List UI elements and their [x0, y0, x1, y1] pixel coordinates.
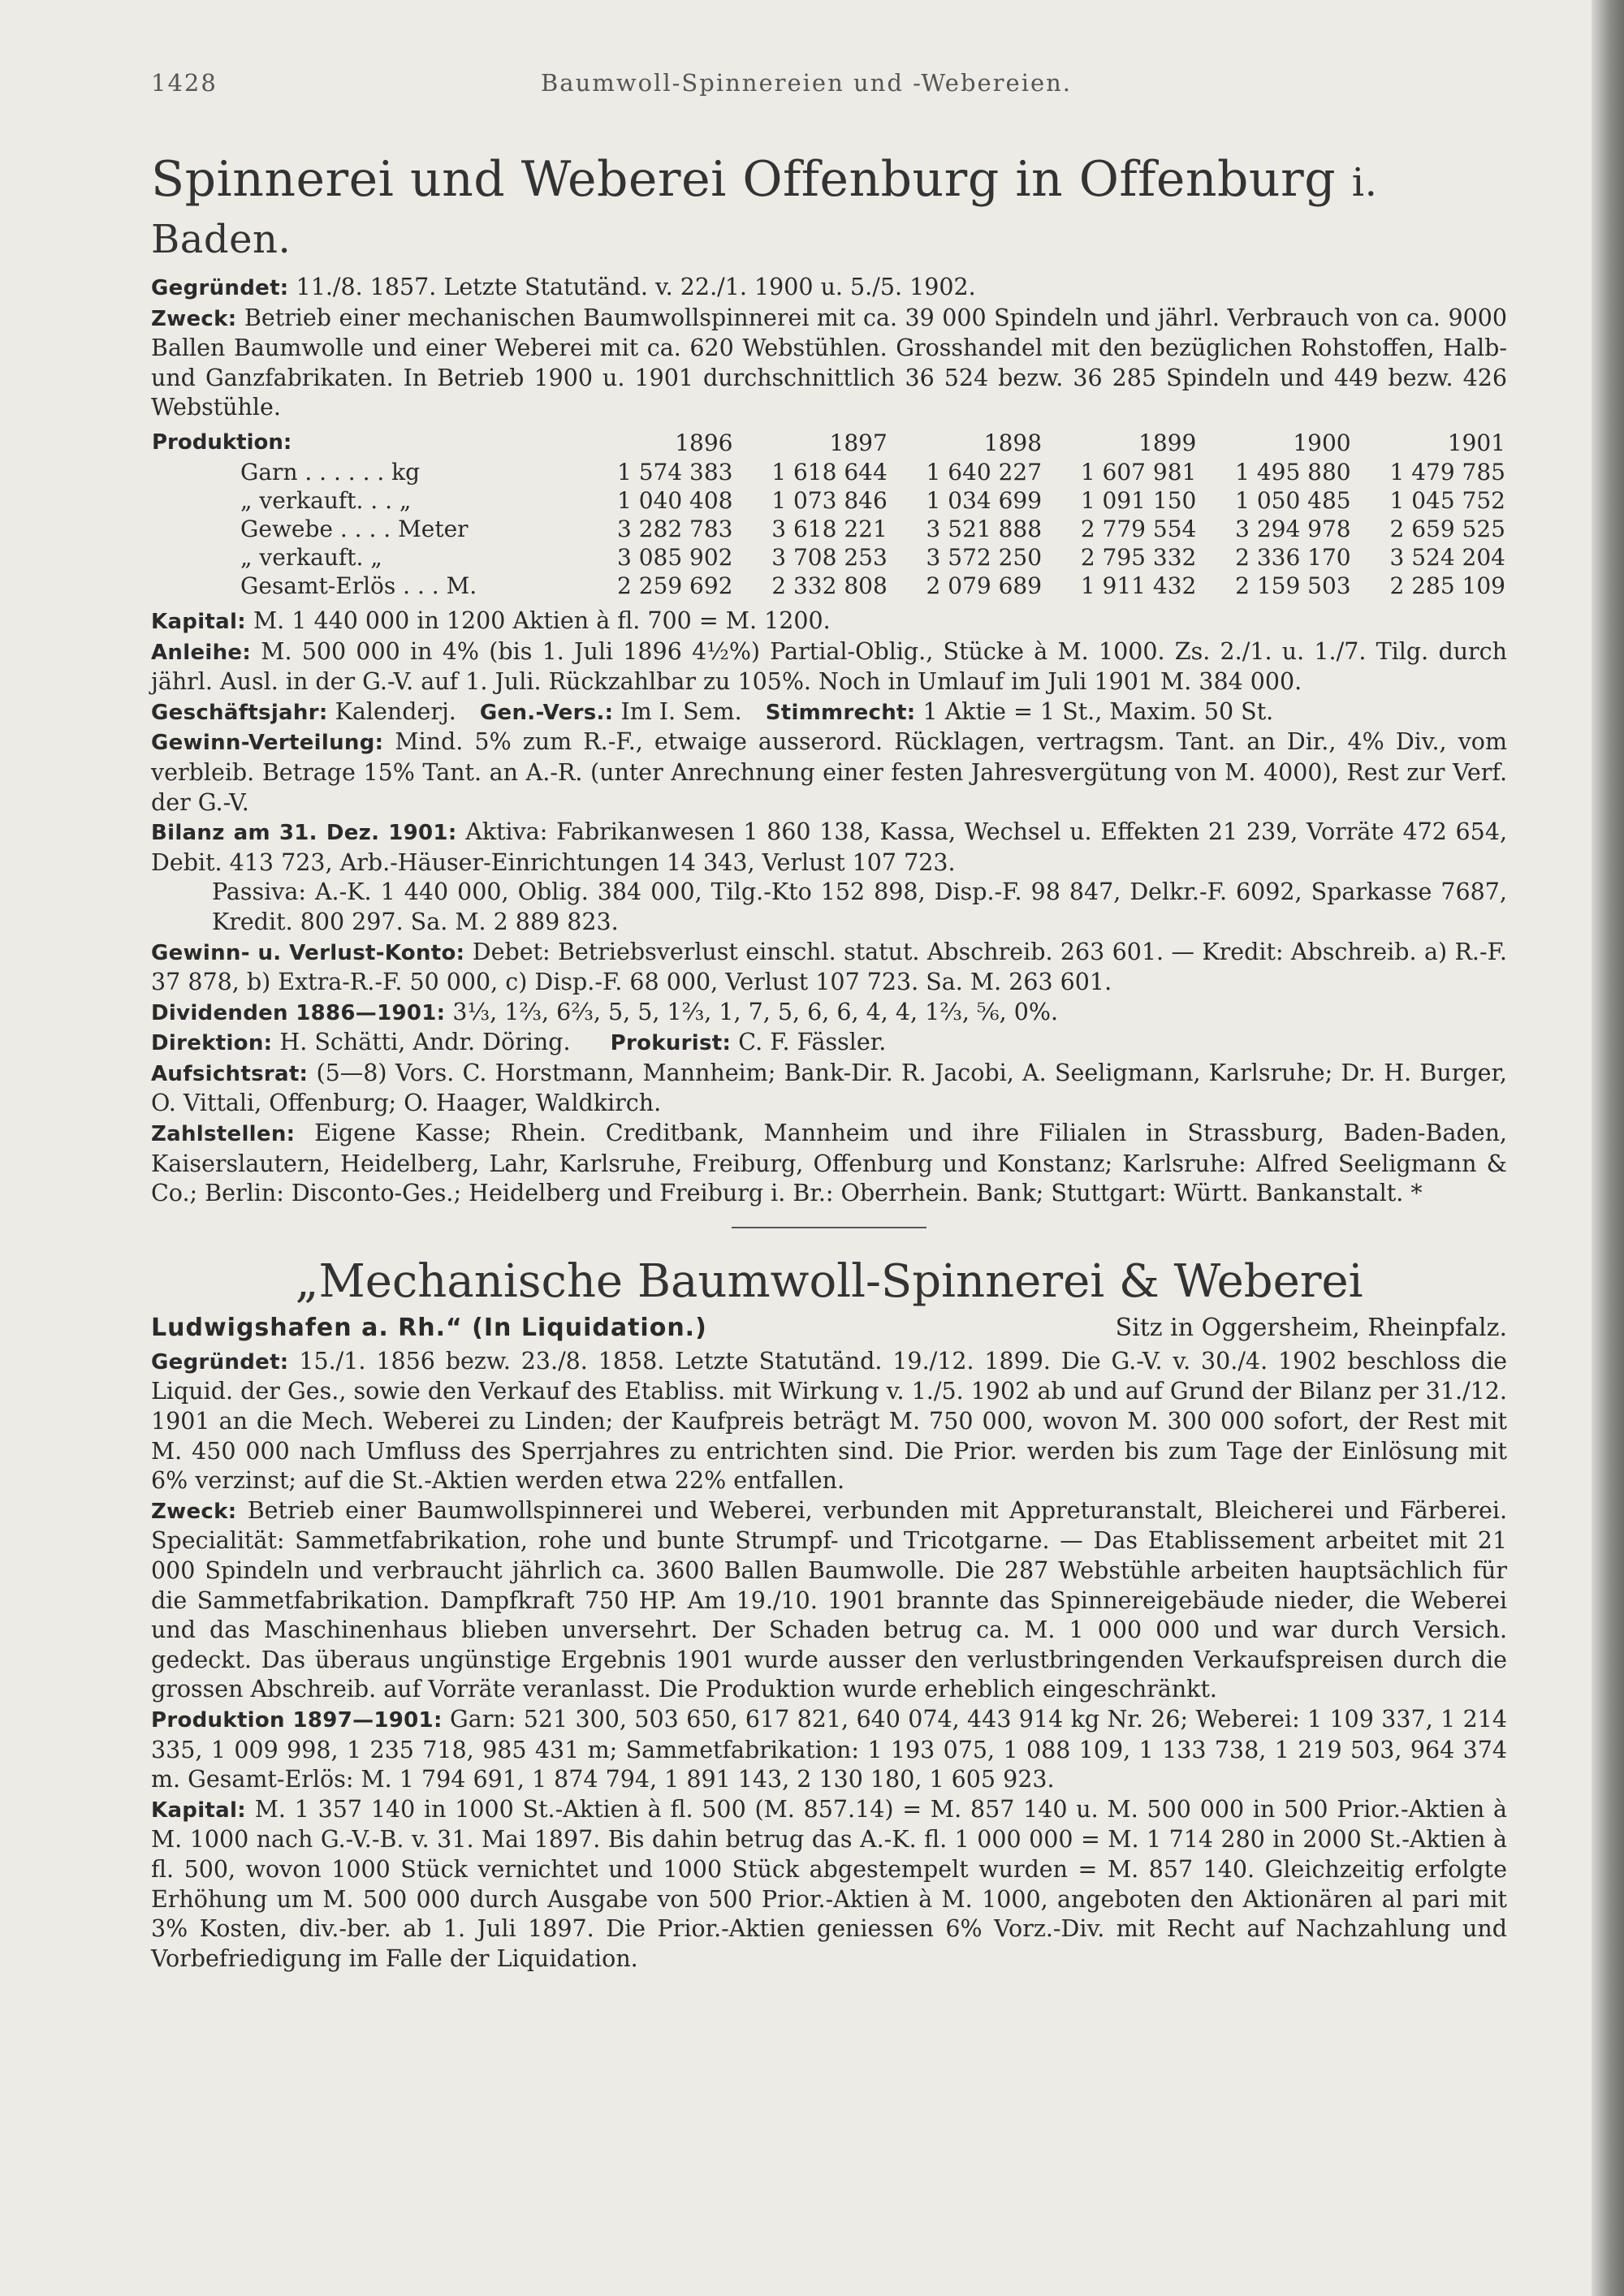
company1-title	[151, 153, 1507, 266]
company2-name-line2: Ludwigshafen a. Rh.“ (In Liquidation.)	[151, 1313, 707, 1342]
year-header: 1899	[1138, 429, 1197, 456]
section-divider	[732, 1227, 926, 1228]
table-row: Garn . . . . . . kg 1 574 383 1 618 644 1 640 227 1 607 981 1 495 880 1 479 785	[240, 458, 1505, 486]
table-row: „ verkauft. . . „ 1 040 408 1 073 846 1 034 699 1 091 150 1 050 485 1 045 752	[240, 486, 1505, 514]
company1-aufsichtsrat: Aufsichtsrat: (5—8) Vors. C. Horstmann, Mannheim; Bank-Dir. R. Jacobi, A. Seeligmann, Karlsruhe; Dr. H. Burger, O. Vittali, Offenburg; O. Haager, Waldkirch.	[151, 1059, 1507, 1117]
label-gegruendet: Gegründet:	[151, 276, 289, 300]
company1-gewinn-verteilung: Gewinn-Verteilung: Mind. 5% zum R.-F., etwaige ausserord. Rücklagen, vertragsm. Tant. an Dir., 4% Div., vom verbleib. Betrage 15% Tant. an A.-R. (unter Anrechnung einer festen Jahresvergütung von M. 4000), Rest zur Verf. der G.-V.	[151, 728, 1507, 816]
page-edge-shadow	[1592, 0, 1624, 2296]
label-zweck: Zweck:	[151, 306, 237, 331]
running-title: Baumwoll-Spinnereien und -Webereien.	[541, 69, 1073, 97]
label-zahlstellen: Zahlstellen:	[151, 1122, 296, 1147]
company1-zweck: Zweck: Betrieb einer mechanischen Baumwollspinnerei mit ca. 39 000 Spindeln und jährl. Verbrauch von ca. 9000 Ballen Baumwolle und einer Weberei mit ca. 620 Webstühlen. Grosshandel mit den bezüglichen Rohstoffen, Halb- und Ganzfabrikaten. In Betrieb 1900 u. 1901 durchschnittlich 36 524 bezw. 36 285 Spindeln und 449 bezw. 426 Webstühle.	[151, 304, 1507, 421]
company1-zahlstellen: Zahlstellen: Eigene Kasse; Rhein. Creditbank, Mannheim und ihre Filialen in Strassburg, Baden-Baden, Kaiserslautern, Heidelberg, Lahr, Karlsruhe, Freiburg, Offenburg und Konstanz; Karlsruhe: Alfred Seeligmann & Co.; Berlin: Disconto-Ges.; Heidelberg und Freiburg i. Br.: Oberrhein. Bank; Stuttgart: Württ. Bankanstalt. *	[151, 1120, 1507, 1207]
company1-anleihe: Anleihe: M. 500 000 in 4% (bis 1. Juli 1896 4½%) Partial-Oblig., Stücke à M. 1000. Zs. 2./1. u. 1./7. Tilg. durch jährl. Ausl. in der G.-V. auf 1. Juli. Rückzahlbar zu 105%. Noch in Umlauf im Juli 1901 M. 384 000.	[151, 637, 1507, 696]
label-kapital: Kapital:	[151, 1798, 246, 1823]
year-header: 1900	[1293, 429, 1351, 456]
company1-dividenden: Dividenden 1886—1901: 3⅓, 1⅔, 6⅔, 5, 5, 1⅔, 1, 7, 5, 6, 6, 4, 4, 1⅔, ⅚, 0%.	[151, 998, 1059, 1025]
company1-gegruendet: Gegründet: 11./8. 1857. Letzte Statutänd. v. 22./1. 1900 u. 5./5. 1902.	[151, 274, 976, 300]
year-header: 1897	[829, 429, 888, 456]
label-guv: Gewinn- u. Verlust-Konto:	[151, 940, 465, 965]
company2-seat: Sitz in Oggersheim, Rheinpfalz.	[1115, 1313, 1507, 1342]
label-gegruendet: Gegründet:	[151, 1349, 289, 1375]
label-gewinn-verteilung: Gewinn-Verteilung:	[151, 731, 384, 756]
year-header: 1898	[983, 429, 1043, 456]
label-kapital: Kapital:	[151, 609, 246, 634]
label-bilanz: Bilanz am 31. Dez. 1901:	[151, 821, 457, 846]
company1-production-table	[151, 428, 1507, 600]
company2-title: „Mechanische Baumwoll-Spinnerei & Weberei	[295, 1254, 1363, 1308]
table-row: Gesamt-Erlös . . . M. 2 259 692 2 332 808 2 079 689 1 911 432 2 159 503 2 285 109	[240, 572, 1505, 599]
page-number: 1428	[151, 69, 218, 97]
year-header: 1896	[675, 429, 733, 456]
company1-guv: Gewinn- u. Verlust-Konto: Debet: Betriebsverlust einschl. statut. Abschreib. 263 601. — Kredit: Abschreib. a) R.-F. 37 878, b) Extra-R.-F. 50 000, c) Disp.-F. 68 000, Verlust 107 723. Sa. M. 263 601.	[151, 938, 1507, 996]
company1-direktion: Direktion: H. Schätti, Andr. Döring. Prokurist: C. F. Fässler.	[151, 1029, 887, 1056]
company2-gegruendet: Gegründet: 15./1. 1856 bezw. 23./8. 1858. Letzte Statutänd. 19./12. 1899. Die G.-V. v. 30./4. 1902 beschloss die Liquid. der Ges., sowie den Verkauf des Etabliss. mit Wirkung v. 1./5. 1902 ab und auf Grund der Bilanz per 31./12. 1901 an die Mech. Weberei zu Linden; der Kaufpreis beträgt M. 750 000, wovon M. 300 000 sofort, der Rest mit M. 450 000 nach Umfluss des Sperrjahres zu entrichten sind. Die Prior. werden bis zum Tage der Einlösung mit 6% verzinst; auf die St.-Aktien werden etwa 22% entfallen.	[151, 1347, 1507, 1495]
running-header	[151, 57, 1507, 106]
label-dividenden: Dividenden 1886—1901:	[151, 1000, 446, 1025]
company1-kapital: Kapital: M. 1 440 000 in 1200 Aktien à fl. 700 = M. 1200.	[151, 606, 831, 634]
label-anleihe: Anleihe:	[151, 640, 252, 665]
company1-place: i. Baden.	[151, 160, 1378, 262]
label-direktion: Direktion:	[151, 1031, 273, 1056]
table-row: „ verkauft. „ 3 085 902 3 708 253 3 572 250 2 795 332 2 336 170 3 524 204	[240, 543, 1505, 571]
document-page	[151, 57, 1507, 1974]
company1-geschaeftsjahr: Geschäftsjahr: Kalenderj. Gen.-Vers.: Im I. Sem. Stimmrecht: 1 Aktie = 1 St., Maxim. 50 St.	[151, 697, 1274, 725]
company2-kapital: Kapital: M. 1 357 140 in 1000 St.-Aktien à fl. 500 (M. 857.14) = M. 857 140 u. M. 500 000 in 500 Prior.-Aktien à M. 1000 nach G.-V.-B. v. 31. Mai 1897. Bis dahin betrug das A.-K. fl. 1 000 000 = M. 1 714 280 in 2000 St.-Aktien à fl. 500, wovon 1000 Stück vernichtet und 1000 Stück abgestempelt wurden = M. 857 140. Gleichzeitig erfolgte Erhöhung um M. 500 000 durch Ausgabe von 500 Prior.-Aktien à M. 1000, angeboten den Aktionären al pari mit 3% Kosten, div.-ber. ab 1. Juli 1897. Die Prior.-Aktien geniessen 6% Vorz.-Div. mit Recht auf Nachzahlung und Vorbefriedigung im Falle der Liquidation.	[151, 1795, 1508, 1972]
company2-subtitle	[151, 1313, 1507, 1344]
label-zweck: Zweck:	[151, 1499, 237, 1524]
label-stimmrecht: Stimmrecht:	[765, 700, 916, 725]
company1-name: Spinnerei und Weberei Offenburg in Offenburg	[151, 151, 1337, 208]
company1-bilanz-passiva: Passiva: A.-K. 1 440 000, Oblig. 384 000, Tilg.-Kto 152 898, Disp.-F. 98 847, Delkr.-F. 6092, Sparkasse 7687, Kredit. 800 297. Sa. M. 2 889 823.	[212, 878, 1507, 935]
company2-produktion: Produktion 1897—1901: Garn: 521 300, 503 650, 617 821, 640 074, 443 914 kg Nr. 26; Weberei: 1 109 337, 1 214 335, 1 009 998, 1 235 718, 985 431 m; Sammetfabrikation: 1 193 075, 1 088 109, 1 133 738, 1 219 503, 964 374 m. Gesamt-Erlös: M. 1 794 691, 1 874 794, 1 891 143, 2 130 180, 1 605 923.	[151, 1705, 1508, 1793]
label-genvers: Gen.-Vers.:	[479, 700, 614, 725]
year-header: 1901	[1447, 429, 1505, 456]
company1-bilanz: Bilanz am 31. Dez. 1901: Aktiva: Fabrikanwesen 1 860 138, Kassa, Wechsel u. Effekten 21 239, Vorräte 472 654, Debit. 413 723, Arb.-Häuser-Einrichtungen 14 343, Verlust 107 723.	[151, 818, 1508, 876]
table-row: Gewebe . . . . Meter 3 282 783 3 618 221 3 521 888 2 779 554 3 294 978 2 659 525	[240, 515, 1505, 542]
label-aufsichtsrat: Aufsichtsrat:	[151, 1061, 309, 1086]
label-produktion: Produktion 1897—1901:	[151, 1707, 443, 1733]
label-geschaeftsjahr: Geschäftsjahr:	[151, 700, 328, 725]
production-header-row	[151, 428, 1507, 458]
label-prokurist: Prokurist:	[610, 1031, 732, 1056]
company2-zweck: Zweck: Betrieb einer Baumwollspinnerei und Weberei, verbunden mit Appreturanstalt, Bleicherei und Färberei. Specialität: Sammetfabrikation, rohe und bunte Strumpf- und Tricotgarne. — Das Etablissement arbeitet mit 21 000 Spindeln und verbraucht jährlich ca. 3600 Ballen Baumwolle. Die 287 Webstühle arbeiten hauptsächlich für die Sammetfabrikation. Dampfkraft 750 HP. Am 19./10. 1901 brannte das Spinnereigebäude nieder, die Weberei und das Maschinenhaus blieben unversehrt. Der Schaden betrug ca. M. 1 000 000 und war durch Versich. gedeckt. Das überaus ungünstige Ergebnis 1901 wurde ausser den verlustbringenden Verkaufspreisen durch die grossen Abschreib. auf Vorräte veranlasst. Die Produktion wurde erheblich eingeschränkt.	[151, 1496, 1508, 1703]
label-produktion: Produktion:	[152, 429, 292, 455]
